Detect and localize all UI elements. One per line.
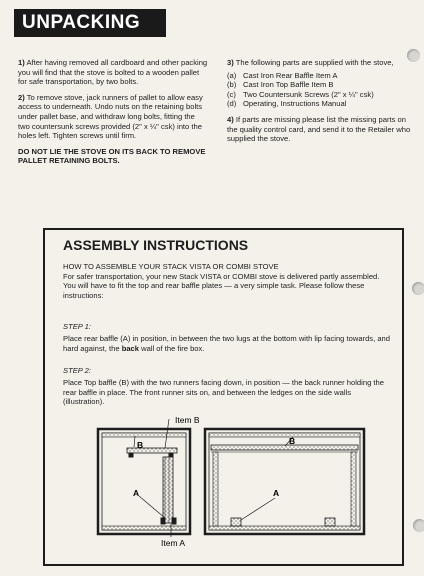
- label-item-b: Item B: [175, 415, 200, 425]
- unpacking-step-2: 2) To remove stove, jack runners of pallet to allow easy access to underneath. Undo nuts on the retaining bolts under pallet base, and withdraw long bolts, fitting the two countersunk screws provided (2" x ¼" csk) into the holes left. Tighten screws until firm.: [18, 92, 203, 141]
- parts-list-item: (c) Two Countersunk Screws (2" x ¼" csk): [227, 89, 374, 99]
- unpacking-title: UNPACKING: [14, 9, 166, 37]
- label-a-front-view: A: [273, 488, 280, 498]
- rear-baffle-a-front: [213, 452, 356, 526]
- binder-hole-middle: [412, 282, 424, 295]
- firebox-front-view: [205, 429, 364, 534]
- label-item-a: Item A: [161, 538, 186, 548]
- step-1-text: Place rear baffle (A) in position, in between the two lugs at the bottom with lip facing towards, and hard against, the back wall of the fire box.: [63, 334, 390, 353]
- assembly-title: ASSEMBLY INSTRUCTIONS: [63, 237, 249, 253]
- top-baffle-b-side: [127, 448, 177, 457]
- parts-list: [227, 71, 417, 109]
- assembly-panel: [43, 228, 404, 566]
- unpacking-left-column: [18, 58, 208, 172]
- unpacking-step-1: 1) After having removed all cardboard and other packing you will find that the stove is bolted to a wooden pallet for safe transportation, by two bolts.: [18, 58, 208, 87]
- intro-text: For safer transportation, your new Stack VISTA or COMBI stove is delivered partly assembled. You will have to fit the top and rear baffle plates — a very simple task. Please follow these instructions:: [63, 271, 380, 300]
- firebox-side-view: [98, 419, 190, 537]
- parts-list-item: (b) Cast Iron Top Baffle Item B: [227, 80, 334, 90]
- binder-hole-bottom: [413, 519, 424, 532]
- intro-heading: HOW TO ASSEMBLE YOUR STACK VISTA OR COMBI STOVE: [63, 262, 279, 271]
- unpacking-right-column: [227, 58, 417, 150]
- label-a-side-view: A: [133, 488, 140, 498]
- step-2-text: Place Top baffle (B) with the two runners facing down, in position — the back runner holding the rear baffle in place. The front runner sits on, and between the ledges on the side walls (illustration).: [63, 378, 384, 407]
- step-2-label: STEP 2:: [63, 366, 91, 375]
- warning-text: DO NOT LIE THE STOVE ON ITS BACK TO REMOVE PALLET RETAINING BOLTS.: [18, 146, 206, 166]
- baffle-illustration: [45, 230, 402, 564]
- parts-list-item: (d) Operating, Instructions Manual: [227, 99, 347, 109]
- step-1-label: STEP 1:: [63, 322, 91, 331]
- unpacking-step-3: 3) The following parts are supplied with the stove,: [227, 58, 394, 67]
- unpacking-step-4: 4) If parts are missing please list the missing parts on the quality control card, and send it to the Retailer who supplied the stove.: [227, 114, 411, 144]
- label-b-side-view: B: [137, 440, 144, 450]
- parts-list-item: (a) Cast Iron Rear Baffle Item A: [227, 70, 338, 80]
- label-b-front-view: B: [289, 436, 296, 446]
- top-baffle-b-front: [211, 445, 358, 452]
- rear-baffle-a-side: [161, 457, 176, 524]
